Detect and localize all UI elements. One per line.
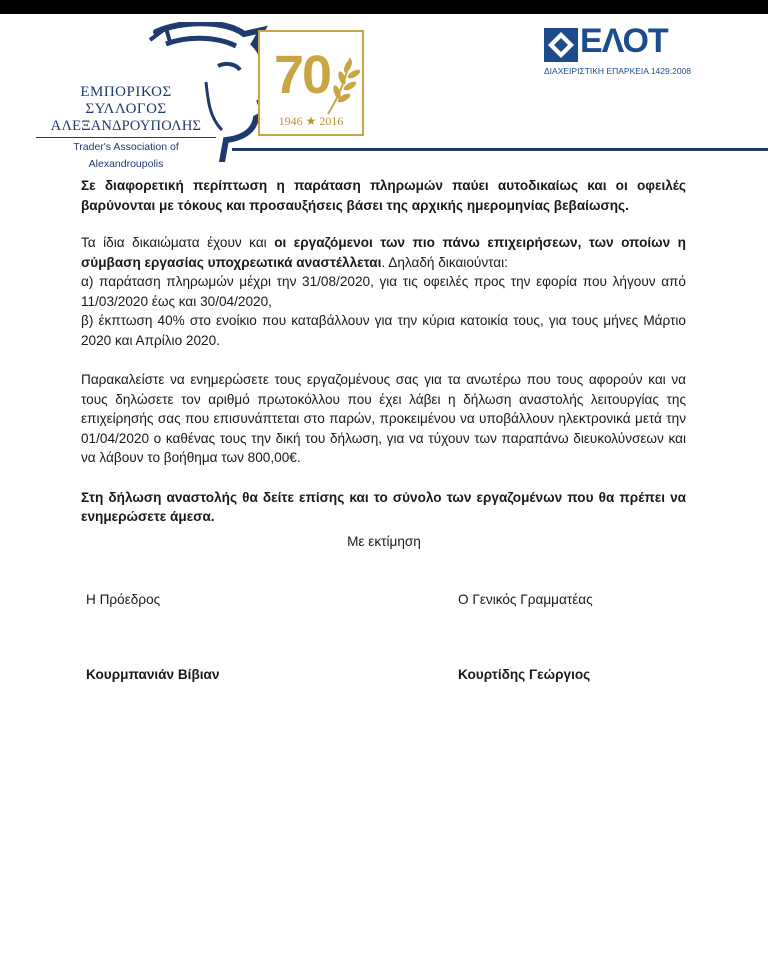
signature-name-president: Κουρμπανιάν Βίβιαν [86, 667, 220, 682]
elot-logo [544, 22, 694, 82]
list-item-b: β) έκπτωση 40% στο ενοίκιο που καταβάλλουν για την κύρια κατοικία τους, για τους μήνες Μάρτιο 2020 και Απρίλιο 2020. [81, 313, 686, 348]
anniversary-logo [258, 30, 364, 136]
elot-subtitle: ΔΙΑΧΕΙΡΙΣΤΙΚΗ ΕΠΑΡΚΕΙΑ 1429:2008 [544, 66, 692, 76]
laurel-branch-icon [320, 54, 364, 116]
paragraph-payment-extension: Σε διαφορετική περίπτωση η παράταση πληρωμών παύει αυτοδικαίως και οι οφειλές βαρύνονται με τόκους και προσαυξήσεις βάσει της αρχικής ημερομηνίας βεβαίωσης. [81, 178, 686, 213]
association-name-line1: ΕΜΠΟΡΙΚΟΣ [80, 84, 172, 100]
association-name-line2: ΣΥΛΛΟΓΟΣ [85, 101, 167, 117]
association-name [36, 84, 216, 173]
letterhead [0, 14, 768, 170]
association-logo [36, 22, 236, 170]
anniversary-years: 1946 ★ 2016 [278, 114, 344, 128]
signature-title-secretary: Ο Γενικός Γραμματέας [458, 592, 593, 607]
employees-rights-bold: οι εργαζόμενοι των πιο πάνω επιχειρήσεων, των οποίων η σύμβαση εργασίας υποχρεωτικά αναστέλλεται [81, 235, 686, 270]
employees-rights-after: . Δηλαδή δικαιούνται: [381, 254, 508, 270]
elot-diamond-icon [544, 28, 578, 62]
paragraph-suspension-note: Στη δήλωση αναστολής θα δείτε επίσης και το σύνολο των εργαζομένων που θα πρέπει να ενημερώσετε άμεσα. [81, 489, 686, 524]
association-name-line3: ΑΛΕΞΑΝΔΡΟΥΠΟΛΗΣ [50, 118, 202, 134]
list-item-a: α) παράταση πληρωμών μέχρι την 31/08/2020, για τις οφειλές προς την εφορία που λήγουν από 11/03/2020 έως και 30/04/2020, [81, 274, 686, 309]
paragraph-employees-rights [81, 233, 686, 272]
signature-name-secretary: Κουρτίδης Γεώργιος [458, 667, 591, 682]
letter-body [81, 176, 686, 527]
association-name-english: Trader's Association of Alexandroupolis [36, 137, 216, 173]
closing-salutation: Με εκτίμηση [347, 534, 421, 549]
employees-rights-intro: Τα ίδια δικαιώματα έχουν και [81, 235, 275, 250]
signature-title-president: Η Πρόεδρος [86, 592, 161, 607]
anniversary-number: 70 [274, 45, 331, 105]
paragraph-inform-employees: Παρακαλείστε να ενημερώσετε τους εργαζομένους σας για τα ανωτέρω που τους αφορούν και να τους δηλώσετε τον αριθμό πρωτοκόλλου που έχει λάβει η δήλωση αναστολής λειτουργίας της επιχείρησής σας που επισυνάπτεται στο παρών, προκειμένου να υποβάλλουν ηλεκτρονικά μετά την 01/04/2020 ο καθένας τους την δική του δήλωση, για να τύχουν των παραπάνω διευκολύνσεων και να λάβουν το βοήθημα των 800,00€. [81, 372, 686, 465]
header-divider [232, 148, 768, 151]
top-black-bar [0, 0, 768, 14]
elot-wordmark: ΕΛΟΤ [580, 22, 668, 60]
